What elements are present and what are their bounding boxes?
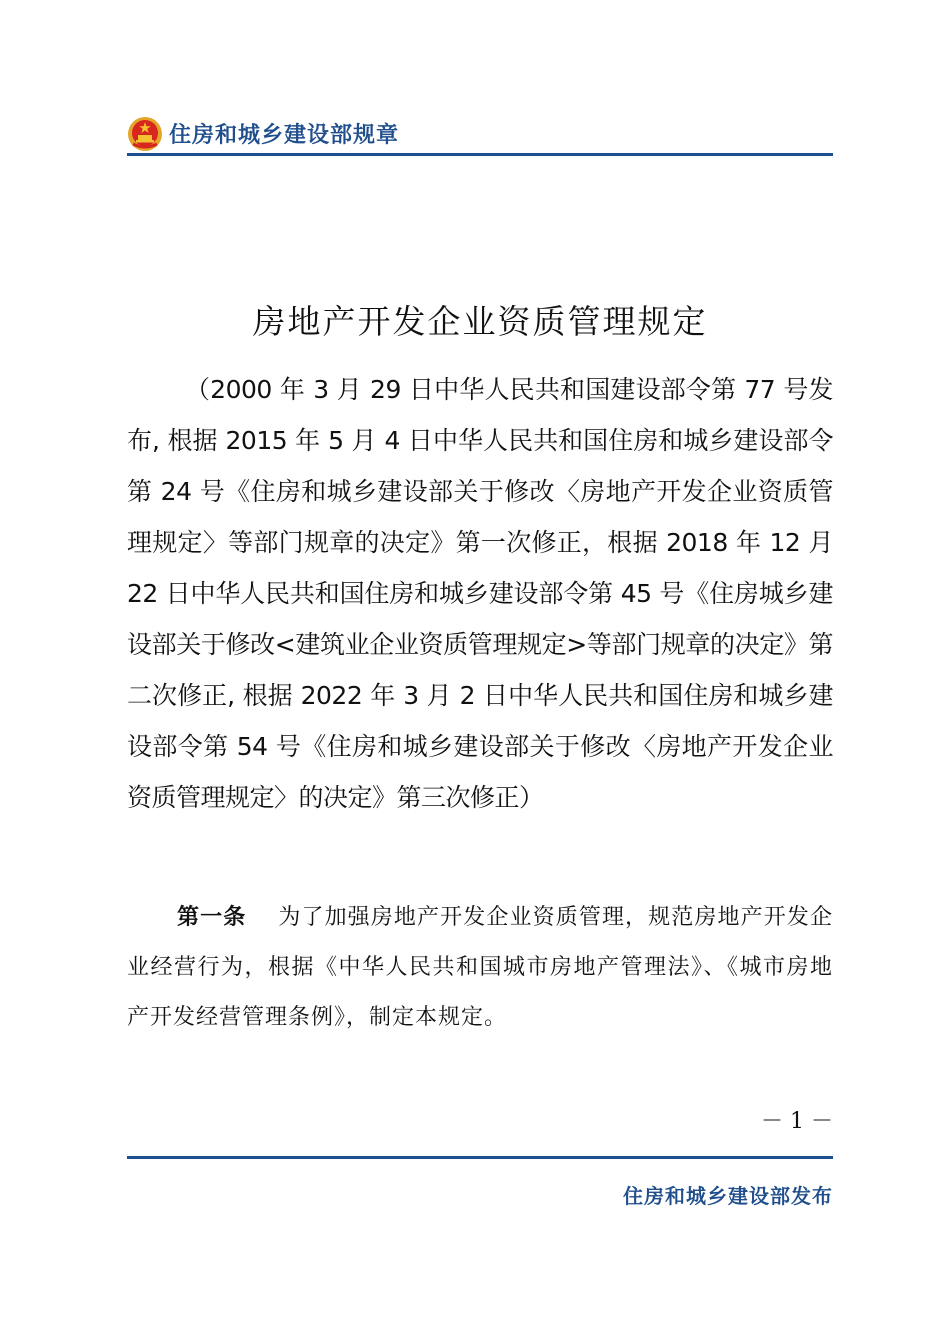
document-title: 房地产开发企业资质管理规定 — [252, 302, 708, 341]
article-text: 为了加强房地产开发企业资质管理，规范房地产开发企业经营行为，根据《中华人民共和国城市房地产管理法》、《城市房地产开发经营管理条例》，制定本规定。 — [127, 905, 833, 1030]
page-header — [127, 112, 833, 156]
page-number: － 1 － — [761, 1109, 833, 1134]
article-paragraph — [127, 893, 833, 1043]
national-emblem-icon — [127, 116, 163, 152]
footer-publisher: 住房和城乡建设部发布 — [623, 1184, 833, 1208]
header-divider — [127, 153, 833, 156]
revision-history: （2000 年 3 月 29 日中华人民共和国建设部令第 77 号发布, 根据 2015 年 5 月 4 日中华人民共和国住房和城乡建设部令第 24 号《住房和城乡建设部关于修改〈房地产开发企业资质管理规定〉等部门规章的决定》第一次修正，根据 2018 年 12 月 22 日中华人民共和国住房和城乡建设部令第 45 号《住房城乡建设部关于修改<建筑业企业资质管理规定>等部门规章的决定》第二次修正, 根据 2022 年 3 月 2 日中华人民共和国住房和城乡建设部令第 54 号《住房和城乡建设部关于修改〈房地产开发企业资质管理规定〉的决定》第三次修正） — [127, 375, 833, 812]
article-label: 第一条 — [177, 905, 247, 930]
footer-divider — [127, 1156, 833, 1159]
header-title: 住房和城乡建设部规章 — [169, 123, 400, 148]
